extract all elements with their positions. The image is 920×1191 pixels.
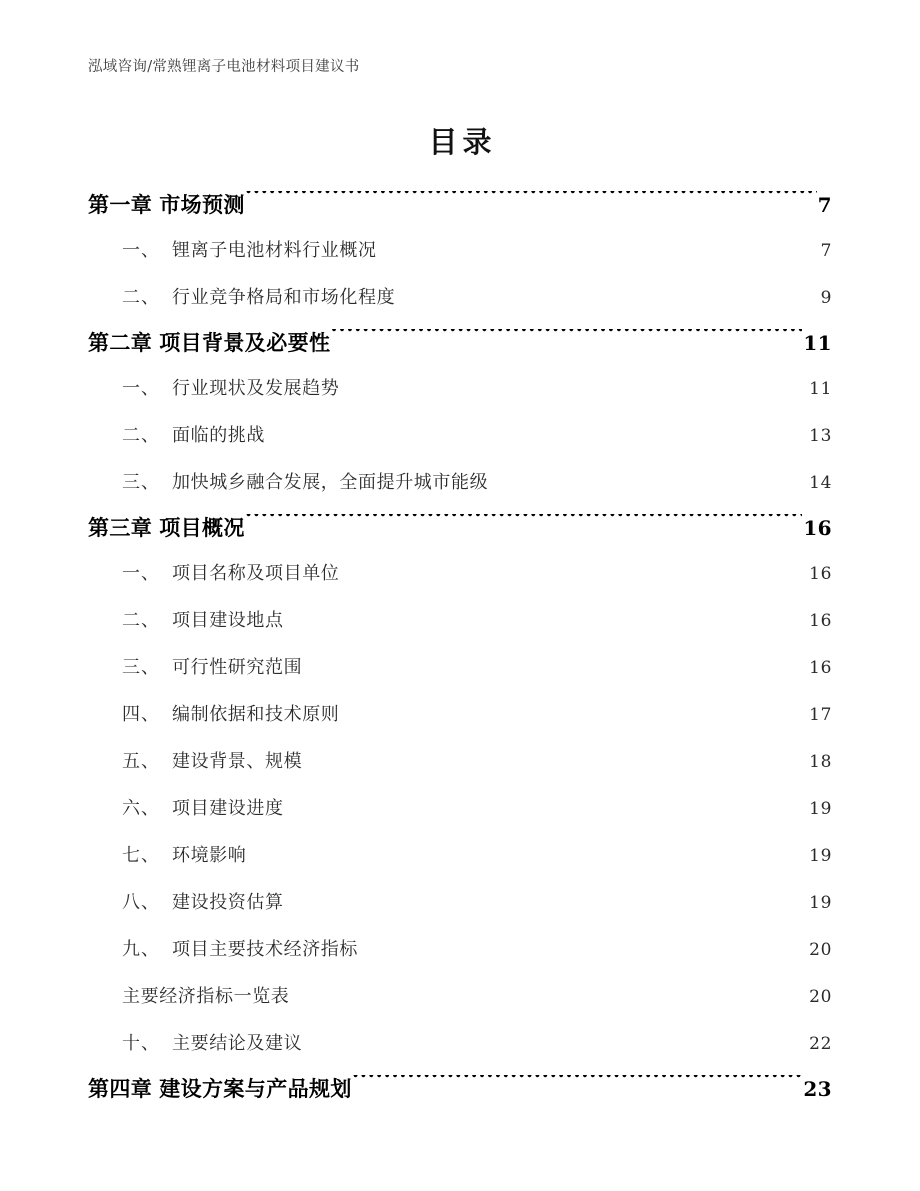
toc-entry-label: 建设投资估算 (172, 892, 284, 913)
toc-entry-number: 二、 (122, 425, 160, 446)
toc-dot-leader (488, 470, 808, 488)
toc-dot-leader (284, 796, 809, 814)
toc-entry-text (122, 879, 284, 926)
toc-entry-text (88, 183, 245, 227)
toc-entry-label: 项目名称及项目单位 (172, 563, 340, 584)
toc-dot-leader (302, 749, 808, 767)
toc-dot-leader (339, 702, 808, 720)
toc-entry-label: 面临的挑战 (172, 425, 265, 446)
toc-entry-number: 二、 (122, 610, 160, 631)
toc-page-number: 18 (809, 752, 832, 772)
toc-entry-number: 第一章 (88, 192, 153, 217)
toc-entry-number: 六、 (122, 798, 160, 819)
toc-entry-text (122, 1020, 302, 1067)
toc-entry-label: 建设背景、规模 (172, 751, 303, 772)
toc-entry-label: 锂离子电池材料行业概况 (172, 240, 377, 261)
running-header: 泓域咨询/常熟锂离子电池材料项目建议书 (88, 59, 360, 75)
toc-chapter-entry[interactable] (88, 506, 832, 550)
toc-page-number: 16 (809, 611, 832, 631)
toc-entry-number: 三、 (122, 472, 160, 493)
toc-entry-label: 项目建设进度 (172, 798, 284, 819)
toc-section-entry[interactable] (88, 597, 832, 644)
toc-entry-label: 市场预测 (159, 192, 245, 217)
toc-page-number: 20 (809, 987, 832, 1007)
toc-entry-text (88, 506, 245, 550)
toc-page-number: 20 (809, 940, 832, 960)
toc-entry-text (122, 274, 395, 321)
toc-entry-number: 七、 (122, 845, 160, 866)
toc-dot-leader (265, 423, 808, 441)
toc-section-entry[interactable] (88, 738, 832, 785)
toc-page-number: 11 (809, 379, 832, 399)
toc-section-entry[interactable] (88, 644, 832, 691)
toc-entry-number: 二、 (122, 287, 160, 308)
toc-entry-number: 一、 (122, 563, 160, 584)
toc-entry-text (122, 459, 488, 506)
toc-entry-number: 第三章 (88, 515, 153, 540)
toc-section-entry[interactable] (88, 926, 832, 973)
toc-entry-label: 建设方案与产品规划 (159, 1076, 352, 1101)
toc-entry-label: 行业现状及发展趋势 (172, 378, 340, 399)
toc-section-entry[interactable] (88, 459, 832, 506)
toc-entry-text (122, 227, 377, 274)
toc-dot-leader (289, 984, 808, 1002)
toc-dot-leader (284, 890, 809, 908)
toc-entry-label: 加快城乡融合发展，全面提升城市能级 (172, 472, 489, 493)
toc-entry-number: 八、 (122, 892, 160, 913)
toc-entry-text (122, 785, 284, 832)
toc-chapter-entry[interactable] (88, 183, 832, 227)
toc-section-entry[interactable] (88, 274, 832, 321)
toc-entry-number: 三、 (122, 657, 160, 678)
toc-entry-label: 项目背景及必要性 (159, 330, 331, 355)
toc-page-number: 13 (809, 426, 832, 446)
toc-page-number: 19 (809, 893, 832, 913)
toc-page-number: 16 (809, 564, 832, 584)
toc-entry-number: 一、 (122, 378, 160, 399)
toc-dot-leader (245, 191, 817, 212)
toc-dot-leader (358, 937, 808, 955)
toc-entry-text (122, 691, 339, 738)
toc-entry-label: 可行性研究范围 (172, 657, 303, 678)
toc-entry-text (122, 832, 246, 879)
toc-entry-number: 十、 (122, 1033, 160, 1054)
toc-page-number: 7 (820, 241, 832, 261)
toc-entry-label: 行业竞争格局和市场化程度 (172, 287, 396, 308)
toc-page-number: 16 (809, 658, 832, 678)
toc-entry-text (122, 738, 302, 785)
toc-entry-number: 五、 (122, 751, 160, 772)
toc-entry-label: 项目概况 (159, 515, 245, 540)
toc-section-entry[interactable] (88, 832, 832, 879)
toc-section-entry[interactable] (88, 691, 832, 738)
toc-entry-label: 环境影响 (172, 845, 247, 866)
toc-page-number: 14 (809, 473, 832, 493)
toc-section-entry[interactable] (88, 785, 832, 832)
toc-entry-label: 主要结论及建议 (172, 1033, 303, 1054)
toc-dot-leader (302, 1031, 808, 1049)
toc-dot-leader (330, 329, 802, 350)
toc-entry-label: 编制依据和技术原则 (172, 704, 340, 725)
toc-page-number: 17 (809, 705, 832, 725)
toc-entry-text (122, 644, 302, 691)
toc-entry-label: 项目建设地点 (172, 610, 284, 631)
toc-section-entry[interactable] (88, 550, 832, 597)
toc-dot-leader (377, 238, 820, 256)
toc-entry-number: 第二章 (88, 330, 153, 355)
table-of-contents (88, 183, 832, 1111)
toc-entry-text (122, 550, 339, 597)
toc-dot-leader (352, 1075, 803, 1096)
toc-dot-leader (395, 285, 819, 303)
toc-page-number: 9 (820, 288, 832, 308)
toc-entry-text (122, 365, 339, 412)
toc-dot-leader (339, 376, 808, 394)
toc-section-entry[interactable] (88, 973, 832, 1020)
toc-section-entry[interactable] (88, 879, 832, 926)
toc-entry-number: 一、 (122, 240, 160, 261)
page-title: 目录 (428, 125, 497, 159)
toc-entry-label: 主要经济指标一览表 (122, 986, 290, 1007)
toc-page-number: 23 (803, 1077, 832, 1101)
toc-page-number: 16 (803, 516, 832, 540)
toc-section-entry[interactable] (88, 227, 832, 274)
toc-entry-text (122, 412, 265, 459)
toc-entry-text (88, 1067, 352, 1111)
toc-section-entry[interactable] (88, 412, 832, 459)
toc-page-number: 11 (803, 331, 832, 355)
toc-chapter-entry[interactable] (88, 1067, 832, 1111)
toc-page-number: 19 (809, 799, 832, 819)
toc-entry-text (122, 597, 284, 644)
toc-entry-number: 九、 (122, 939, 160, 960)
toc-dot-leader (246, 843, 808, 861)
toc-page-number: 7 (817, 193, 832, 217)
toc-entry-number: 四、 (122, 704, 160, 725)
toc-dot-leader (245, 514, 803, 535)
toc-section-entry[interactable] (88, 1020, 832, 1067)
toc-entry-text (122, 926, 358, 973)
toc-entry-text (122, 973, 289, 1020)
toc-entry-label: 项目主要技术经济指标 (172, 939, 358, 960)
toc-entry-number: 第四章 (88, 1076, 153, 1101)
toc-dot-leader (339, 561, 808, 579)
toc-dot-leader (302, 655, 808, 673)
toc-section-entry[interactable] (88, 365, 832, 412)
toc-dot-leader (284, 608, 809, 626)
toc-page-number: 22 (809, 1034, 832, 1054)
toc-chapter-entry[interactable] (88, 321, 832, 365)
toc-entry-text (88, 321, 330, 365)
toc-page-number: 19 (809, 846, 832, 866)
